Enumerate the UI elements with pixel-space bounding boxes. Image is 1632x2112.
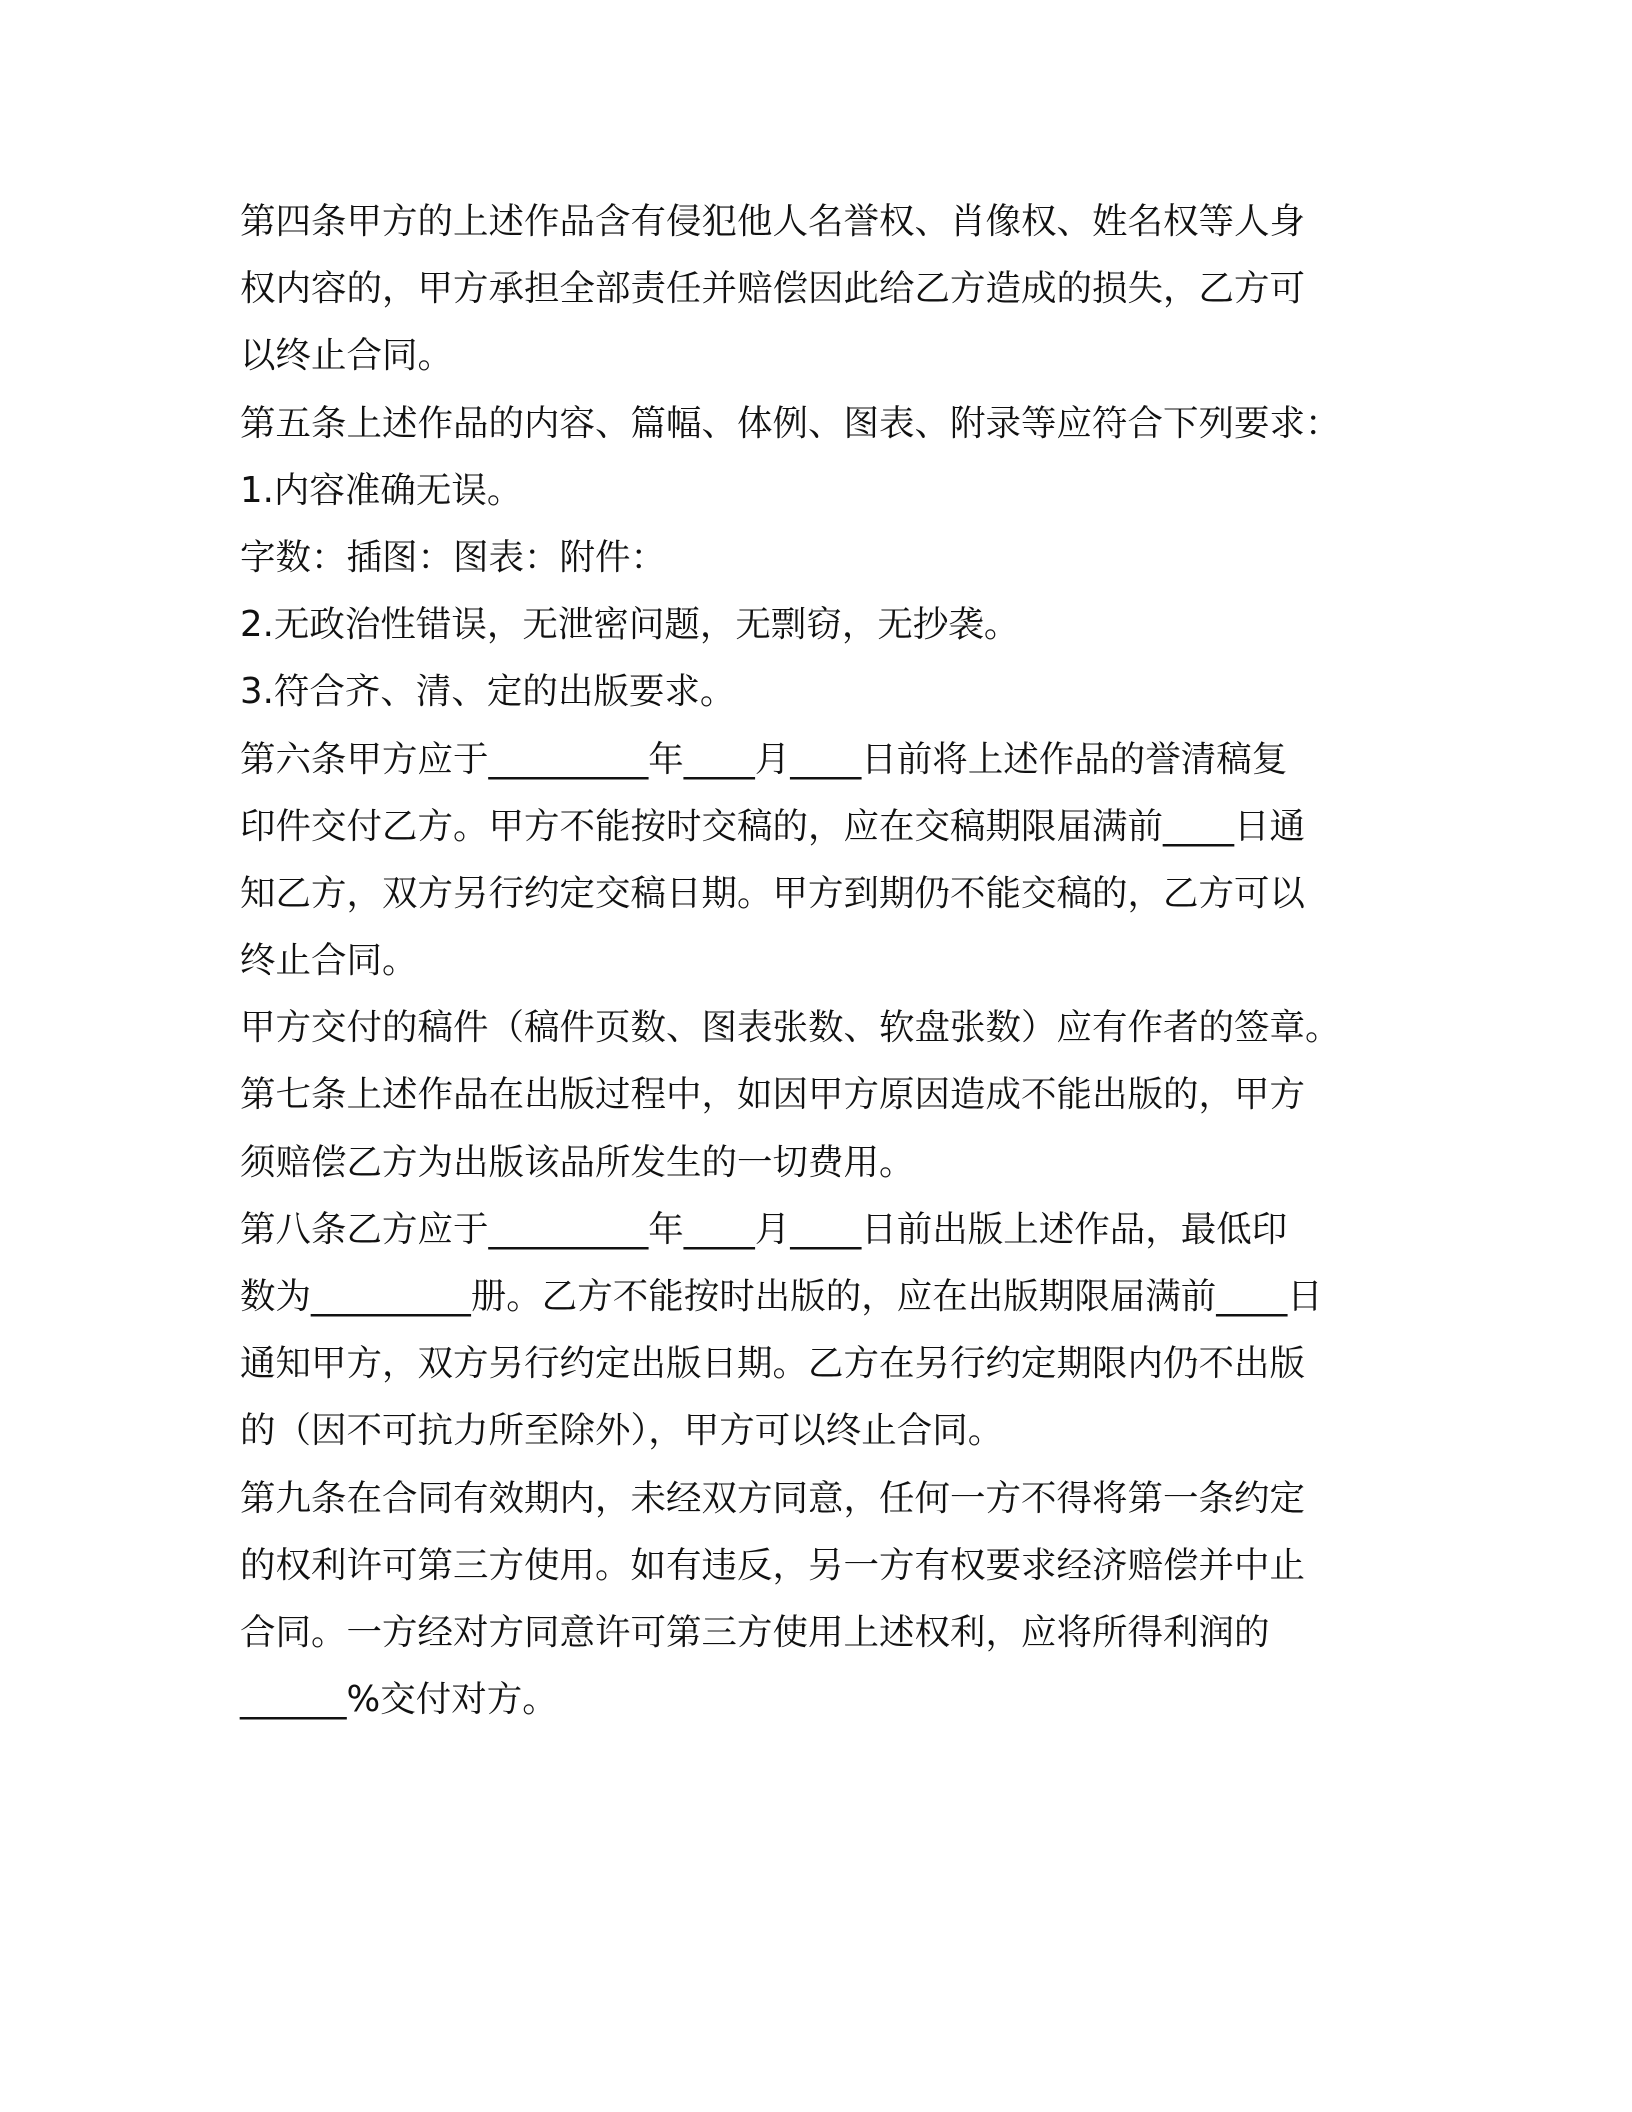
document-body	[240, 188, 1400, 1733]
text-line: 通知甲方，双方另行约定出版日期。乙方在另行约定期限内仍不出版	[240, 1343, 1306, 1385]
text-line: 权内容的，甲方承担全部责任并赔偿因此给乙方造成的损失，乙方可	[240, 268, 1306, 310]
text-line: 印件交付乙方。甲方不能按时交稿的，应在交稿期限届满前____日通	[240, 805, 1306, 847]
text-line: 甲方交付的稿件（稿件页数、图表张数、软盘张数）应有作者的签章。	[240, 1007, 1341, 1049]
text-line: 3.符合齐、清、定的出版要求。	[240, 671, 736, 713]
text-line: 第八条乙方应于_________年____月____日前出版上述作品，最低印	[240, 1208, 1288, 1250]
text-line: 第六条甲方应于_________年____月____日前将上述作品的誉清稿复	[240, 738, 1288, 780]
text-line: 第九条在合同有效期内，未经双方同意，任何一方不得将第一条约定	[240, 1477, 1306, 1519]
text-line: 合同。一方经对方同意许可第三方使用上述权利，应将所得利润的	[240, 1611, 1270, 1653]
text-line: 数为_________册。乙方不能按时出版的，应在出版期限届满前____日	[240, 1276, 1323, 1317]
text-line: 字数：插图：图表：附件：	[240, 536, 667, 578]
text-line: 第五条上述作品的内容、篇幅、体例、图表、附录等应符合下列要求：	[240, 402, 1341, 444]
text-line: 以终止合同。	[240, 335, 454, 377]
text-line: 的（因不可抗力所至除外），甲方可以终止合同。	[240, 1410, 1004, 1452]
text-line: ______%交付对方。	[240, 1679, 558, 1721]
text-line: 2.无政治性错误，无泄密问题，无剽窃，无抄袭。	[240, 604, 1020, 646]
text-line: 1.内容准确无误。	[240, 469, 523, 511]
text-line: 终止合同。	[240, 940, 418, 982]
text-line: 知乙方，双方另行约定交稿日期。甲方到期仍不能交稿的，乙方可以	[240, 872, 1306, 914]
text-line: 第七条上述作品在出版过程中，如因甲方原因造成不能出版的，甲方	[240, 1074, 1306, 1116]
text-line: 须赔偿乙方为出版该品所发生的一切费用。	[240, 1141, 915, 1183]
text-line: 第四条甲方的上述作品含有侵犯他人名誉权、肖像权、姓名权等人身	[240, 201, 1306, 242]
text-line: 的权利许可第三方使用。如有违反，另一方有权要求经济赔偿并中止	[240, 1544, 1306, 1586]
